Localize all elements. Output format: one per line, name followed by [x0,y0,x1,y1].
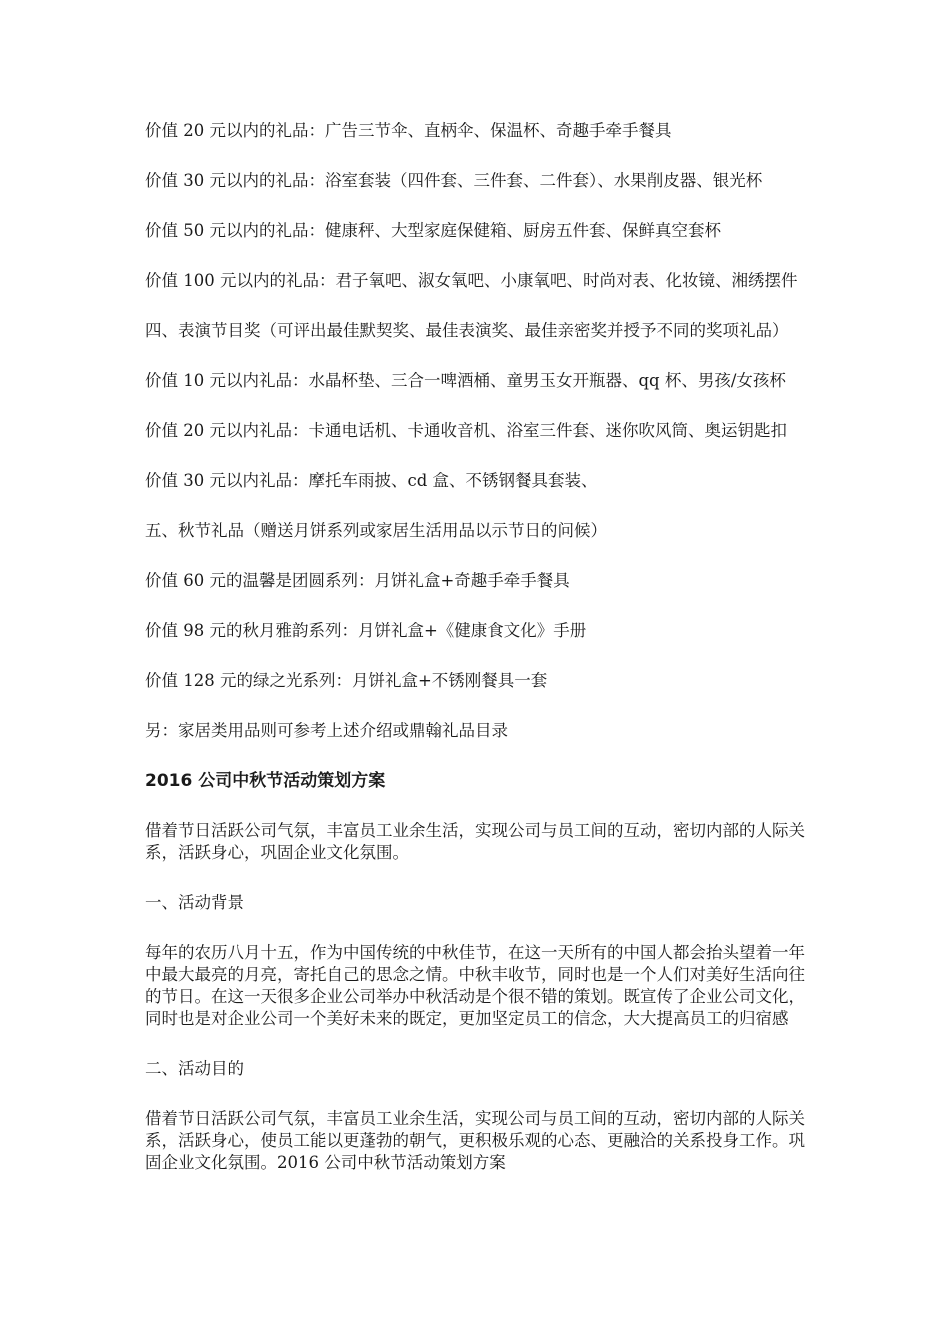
background-title: 一、活动背景 [145,893,244,912]
background-paragraph: 每年的农历八月十五，作为中国传统的中秋佳节，在这一天所有的中国人都会抬头望着一年中最大最亮的月亮，寄托自己的思念之情。中秋丰收节，同时也是一个人们对美好生活向往的节日。在这一天很多企业公司举办中秋活动是个很不错的策划。既宣传了企业公司文化，同时也是对企业公司一个美好未来的既定，更加坚定员工的信念，大大提高员工的归宿感 [145,943,805,1028]
festival-gift-128: 价值 128 元的绿之光系列：月饼礼盒+不锈刚餐具一套 [145,671,548,690]
performance-gift-20: 价值 20 元以内礼品：卡通电话机、卡通收音机、浴室三件套、迷你吹风筒、奥运钥匙扣 [145,421,787,440]
purpose-title: 二、活动目的 [145,1059,244,1078]
gift-item-100: 价值 100 元以内的礼品：君子氧吧、淑女氧吧、小康氧吧、时尚对表、化妆镜、湘绣摆件 [145,271,798,290]
purpose-paragraph: 借着节日活跃公司气氛，丰富员工业余生活，实现公司与员工间的互动，密切内部的人际关系，活跃身心，使员工能以更蓬勃的朝气，更积极乐观的心态、更融洽的关系投身工作。巩固企业文化氛围。2016 公司中秋节活动策划方案 [145,1109,805,1172]
section-four-title: 四、表演节目奖（可评出最佳默契奖、最佳表演奖、最佳亲密奖并授予不同的奖项礼品） [145,321,789,340]
performance-gift-30: 价值 30 元以内礼品：摩托车雨披、cd 盒、不锈钢餐具套装、 [145,471,598,490]
gift-item-30: 价值 30 元以内的礼品：浴室套装（四件套、三件套、二件套）、水果削皮器、银光杯 [145,171,763,190]
intro-paragraph: 借着节日活跃公司气氛，丰富员工业余生活，实现公司与员工间的互动，密切内部的人际关系，活跃身心，巩固企业文化氛围。 [145,821,805,862]
note-text: 另：家居类用品则可参考上述介绍或鼎翰礼品目录 [145,721,508,740]
festival-gift-60: 价值 60 元的温馨是团圆系列：月饼礼盒+奇趣手牵手餐具 [145,571,570,590]
performance-gift-10: 价值 10 元以内礼品：水晶杯垫、三合一啤酒桶、童男玉女开瓶器、qq 杯、男孩/女孩杯 [145,371,786,390]
plan-title: 2016 公司中秋节活动策划方案 [145,771,386,791]
document-page [145,120,810,1202]
gift-item-20: 价值 20 元以内的礼品：广告三节伞、直柄伞、保温杯、奇趣手牵手餐具 [145,121,672,140]
festival-gift-98: 价值 98 元的秋月雅韵系列：月饼礼盒+《健康食文化》手册 [145,621,587,640]
section-five-title: 五、秋节礼品（赠送月饼系列或家居生活用品以示节日的问候） [145,521,607,540]
gift-item-50: 价值 50 元以内的礼品：健康秤、大型家庭保健箱、厨房五件套、保鲜真空套杯 [145,221,721,240]
